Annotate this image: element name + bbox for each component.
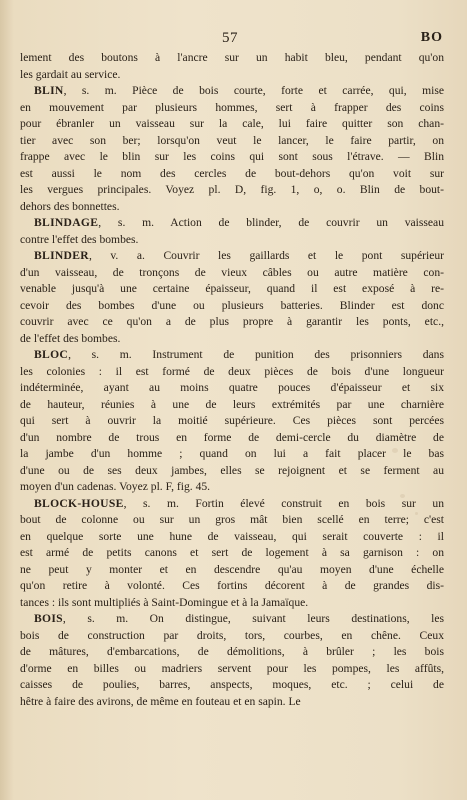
text-line: [20, 215, 444, 232]
text-line: les vergues principales. Voyez pl. D, fig. 1, o, o. Blin de bout-: [20, 183, 444, 196]
grammatical-category: , v. a.: [88, 249, 145, 262]
text-line: hêtre à faire des avirons, de même en fouteau et en sapin. Le: [20, 694, 301, 708]
text-line: moyen d'un cadenas. Voyez pl. F, fig. 45.: [20, 480, 211, 493]
text-line: [20, 83, 444, 100]
text-line: qu'on retire à volonté. Ces fortins décorent à de grandes dis-: [20, 579, 444, 592]
text-line: contre l'effet des bombes.: [20, 232, 139, 246]
paper-spot: [410, 470, 414, 474]
text-line: [20, 496, 444, 513]
dictionary-entry: [20, 347, 444, 496]
paper-spot: [392, 448, 398, 453]
text-line: la jambe d'un homme ; quand on lui a fait placer le bas: [20, 447, 444, 460]
running-head: [0, 30, 467, 50]
definition-text: Instrument de punition des prisonniers dans: [131, 348, 444, 361]
entry-continuation: [20, 50, 444, 83]
grammatical-category: , s. m.: [62, 612, 129, 625]
paper-spot: [400, 494, 405, 498]
headword: BLINDER: [34, 249, 89, 262]
text-line: venable jusqu'à une certaine épaisseur, quand il est exposé à re-: [20, 282, 444, 295]
text-line: les colonies : il est formé de deux pièces de bois d'une longueur: [20, 364, 444, 378]
text-line: d'un vaisseau, de tronçons de vieux câbles ou autre matière con-: [20, 265, 444, 279]
dictionary-entry: [20, 496, 444, 612]
paper-spot: [415, 512, 418, 515]
definition-text: Couvrir les gaillards et le pont supérieur: [144, 249, 445, 262]
text-line: [20, 611, 444, 628]
text-line: pour ébranler un vaisseau sur la cale, lui faire quitter son chan-: [20, 117, 444, 130]
definition-text: Action de blinder, de couvrir un vaisseau: [154, 216, 444, 229]
text-line: est armé de petits canons et sert de logement à sa garnison : on: [20, 546, 444, 559]
text-line: bois de construction par droits, tors, courbes, en chêne. Ceux: [20, 628, 444, 642]
text-line: d'une ou de ses deux jambes, elles se rejoignent et se ferment au: [20, 463, 444, 477]
definition-text: On distingue, suivant leurs destinations, les: [128, 612, 444, 625]
dictionary-entry: [20, 215, 444, 248]
text-line: dehors des bonnettes.: [20, 199, 120, 213]
text-line: d'un nombre de trous en forme de demi-cercle du diamètre de: [20, 430, 444, 444]
text-line: indéterminée, ayant au moins quatre pouces d'épaisseur et six: [20, 381, 444, 394]
text-line: [20, 248, 444, 265]
text-line: qui sert à ouvrir la moitié supérieure. Ces pièces sont percées: [20, 414, 444, 427]
definition-text: Pièce de bois courte, forte et carrée, qui, mise: [116, 84, 444, 97]
text-line: caisses de poulies, barres, anspects, moques, etc. ; celui de: [20, 678, 444, 691]
text-line: est aussi le nom des cercles de bout-dehors qu'on voit sur: [20, 166, 444, 180]
headword: BLOC: [34, 348, 69, 361]
dictionary-entry: [20, 83, 444, 215]
text-line: ne peut y monter et en descendre qu'au moyen d'une échelle: [20, 562, 444, 576]
page-number: 57: [222, 30, 238, 46]
dictionary-entry: [20, 248, 444, 347]
text-line: de hauteur, réunies à une de leurs extrémités par une charnière: [20, 397, 444, 411]
headword: BLOCK-HOUSE: [34, 496, 124, 510]
text-line: couvrir avec ce qu'on a de plus propre à garantir les ponts, etc.,: [20, 315, 444, 328]
text-line: tances : ils sont multipliés à Saint-Domingue et à la Jamaïque.: [20, 595, 309, 609]
dictionary-text: [20, 50, 444, 710]
text-line: tier avec son ber; lorsqu'on veut le lancer, le faire partir, on: [20, 133, 444, 147]
text-line: de l'effet des bombes.: [20, 331, 121, 345]
text-line: d'orme en billes ou madriers servent pour les pompes, les affûts,: [20, 661, 444, 675]
text-line: bout de colonne ou sur un gros mât bien scellé en terre; c'est: [20, 513, 444, 526]
text-line: en quelque sorte une hune de vaisseau, qui serait couverte : il: [20, 529, 444, 543]
headword: BOIS: [34, 612, 63, 625]
text-line: les gardait au service.: [20, 67, 121, 81]
text-line: cevoir des bombes d'une ou plusieurs batteries. Blinder est donc: [20, 298, 444, 312]
grammatical-category: , s. m.: [98, 216, 155, 229]
dictionary-entry: [20, 611, 444, 710]
text-line: en mouvement par plusieurs hommes, sert à frapper des coins: [20, 100, 444, 114]
grammatical-category: , s. m.: [123, 496, 179, 510]
text-line: lement des boutons à l'ancre sur un habit bleu, pendant qu'on: [20, 51, 444, 64]
text-line: frappe avec le blin sur les coins qui sont sous l'étrave. — Blin: [20, 150, 444, 163]
definition-text: Fortin élevé construit en bois sur un: [178, 496, 444, 510]
headword: BLIN: [34, 84, 64, 97]
text-line: [20, 347, 444, 364]
grammatical-category: , s. m.: [68, 348, 132, 361]
headword: BLINDAGE: [34, 216, 99, 229]
text-line: de mâtures, d'embarcations, de démolitions, à brûler ; les bois: [20, 645, 444, 658]
section-letters: BO: [420, 30, 443, 45]
grammatical-category: , s. m.: [63, 84, 117, 97]
